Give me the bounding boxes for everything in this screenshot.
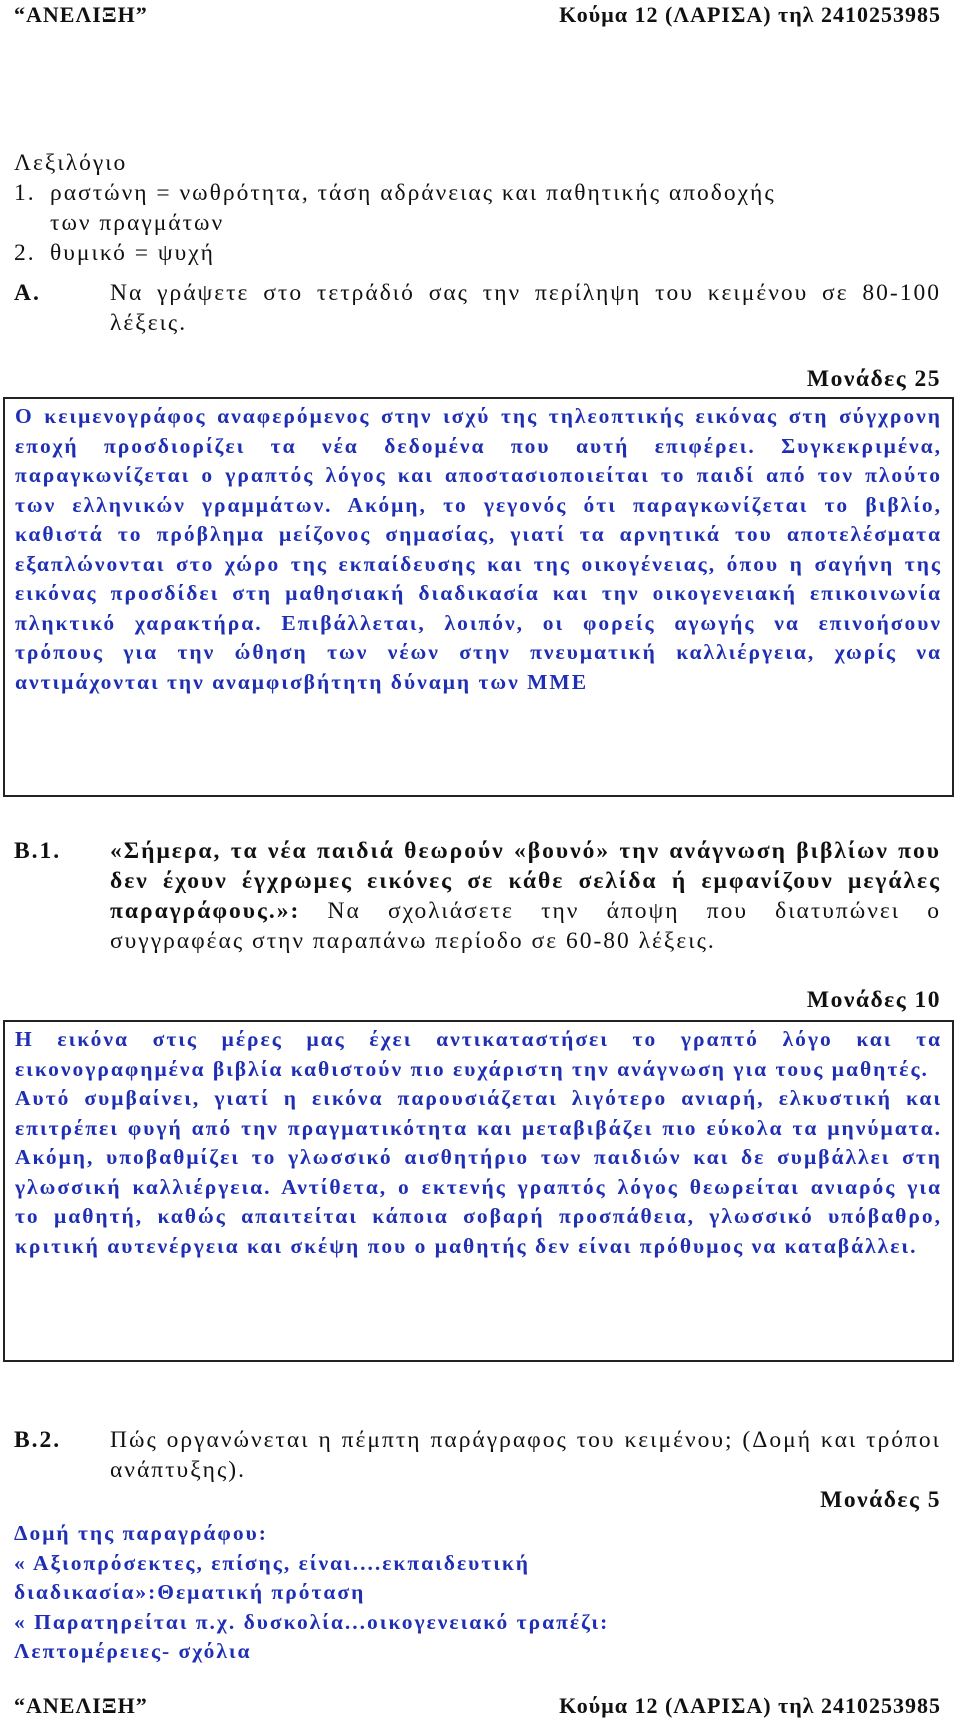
question-a-marks: Μονάδες 25 — [806, 366, 941, 392]
question-b1 — [14, 836, 941, 956]
answer-b2-line-5: Λεπτομέρειες- σχόλια — [14, 1639, 252, 1663]
question-a — [14, 278, 941, 338]
question-b2-label: Β.2. — [14, 1427, 62, 1453]
question-b1-marks: Μονάδες 10 — [806, 987, 941, 1013]
answer-b2-line-3: διαδικασία»:Θεματική πρόταση — [14, 1580, 366, 1604]
header-right: Κούμα 12 (ΛΑΡΙΣΑ) τηλ 2410253985 — [559, 2, 941, 27]
question-b2 — [14, 1425, 941, 1485]
question-b1-label: Β.1. — [14, 838, 62, 864]
page-header — [14, 2, 941, 28]
answer-a-box — [3, 397, 954, 797]
footer-left: “ΑΝΕΛΙΞΗ” — [14, 1693, 148, 1718]
vocab-title: Λεξιλόγιο — [14, 150, 128, 176]
answer-b1-paragraph-1: Η εικόνα στις μέρες μας έχει αντικαταστήσει το γραπτό λόγο και τα εικονογραφημένα βιβλία καθιστούν πιο ευχάριστη την ανάγνωση για τους μαθητές. — [15, 1027, 942, 1081]
answer-b2-line-2: « Αξιοπρόσεκτες, επίσης, είναι....εκπαιδευτική — [14, 1550, 531, 1575]
answer-b2-line-1: Δομή της παραγράφου: — [14, 1521, 268, 1545]
answer-b1-box — [3, 1020, 954, 1362]
answer-b2-line-4: « Παρατηρείται π.χ. δυσκολία...οικογενειακό τραπέζι: — [14, 1609, 610, 1634]
question-b1-text: Να σχολιάσετε την άποψη που διατυπώνει ο συγγραφέας στην παραπάνω περίοδο σε 60-80 λέξεις. — [110, 898, 941, 954]
footer-right: Κούμα 12 (ΛΑΡΙΣΑ) τηλ 2410253985 — [559, 1693, 941, 1718]
question-b1-quote: «Σήμερα, τα νέα παιδιά θεωρούν «βουνό» την ανάγνωση βιβλίων που δεν έχουν έγχρωμες εικόνες σε κάθε σελίδα ή εμφανίζουν μεγάλες παραγράφους.»: — [110, 838, 941, 924]
question-a-label: Α. — [14, 280, 41, 306]
vocab-item-1: 1. ραστώνη = νωθρότητα, τάση αδράνειας και παθητικής αποδοχής — [14, 180, 776, 206]
vocab-item-1-cont: των πραγμάτων — [50, 210, 225, 236]
vocab-item-2: 2. θυμικό = ψυχή — [14, 240, 215, 266]
question-b2-marks: Μονάδες 5 — [820, 1487, 941, 1513]
question-a-text: Να γράψετε στο τετράδιό σας την περίληψη του κειμένου σε 80-100 λέξεις. — [110, 280, 941, 336]
answer-b2 — [14, 1519, 941, 1667]
answer-a-paragraph: Ο κειμενογράφος αναφερόμενος στην ισχύ της τηλεοπτικής εικόνας στη σύγχρονη εποχή προσδιορίζει τα νέα δεδομένα που αυτή επιφέρει. Συγκεκριμένα, παραγκωνίζεται ο γραπτός λόγος και αποστασιοποιείται το παιδί από τον πλούτο των ελληνικών γραμμάτων. Ακόμη, το γεγονός ότι παραγκωνίζεται το βιβλίο, καθιστά το πρόβλημα μείζονος σημασίας, γιατί τα αρνητικά του αποτελέσματα εξαπλώνονται στο χώρο της εκπαίδευσης και της οικογένειας, όπου η σαγήνη της εικόνας προσδίδει στη μαθησιακή διαδικασία και την οικογενειακή επικοινωνία πληκτικό χαρακτήρα. Επιβάλλεται, λοιπόν, οι φορείς αγωγής να επινοήσουν τρόπους για την ώθηση των νέων στην πνευματική καλλιέργεια, χωρίς να αντιμάχονται την αναμφισβήτητη δύναμη των ΜΜΕ — [15, 404, 942, 694]
page-footer — [14, 1693, 941, 1719]
header-left: “ΑΝΕΛΙΞΗ” — [14, 2, 148, 27]
answer-b1-paragraph-2: Αυτό συμβαίνει, γιατί η εικόνα παρουσιάζεται λιγότερο ανιαρή, ελκυστική και επιτρέπει φυγή από την πραγματικότητα και μεταβιβάζει πιο εύκολα τα μηνύματα. Ακόμη, υποβαθμίζει το γλωσσικό αισθητήριο των παιδιών και δε συμβάλλει στη γλωσσική καλλιέργεια. Αντίθετα, ο εκτενής γραπτός λόγος θεωρείται ανιαρός για το μαθητή, καθώς απαιτείται κάποια σοβαρή προσπάθεια, γλωσσικό υπόβαθρο, κριτική αυτενέργεια και σκέψη που ο μαθητής δεν είναι πρόθυμος να καταβάλλει. — [15, 1086, 942, 1258]
question-b2-text: Πώς οργανώνεται η πέμπτη παράγραφος του κειμένου; (Δομή και τρόποι ανάπτυξης). — [110, 1427, 941, 1483]
vocab-section — [14, 148, 941, 268]
